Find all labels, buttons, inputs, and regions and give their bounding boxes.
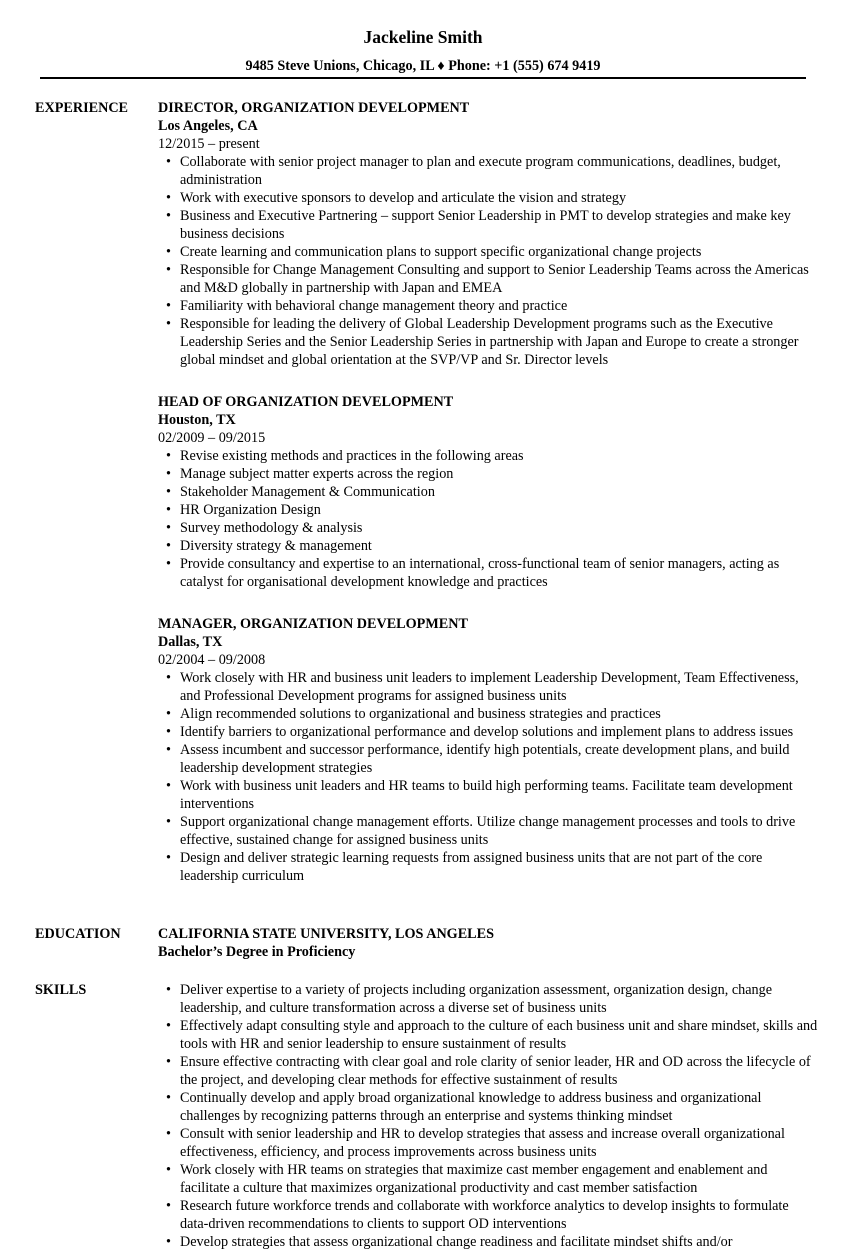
job-bullet: • Create learning and communication plans to support specific organizational change projects xyxy=(158,243,818,261)
job-entry xyxy=(158,393,818,591)
job-bullet: • Business and Executive Partnering – support Senior Leadership in PMT to develop strategies and make key business decisions xyxy=(158,207,818,243)
job-bullet: • Collaborate with senior project manager to plan and execute program communications, deadlines, budget, administration xyxy=(158,153,818,189)
job-bullet-list xyxy=(158,153,818,369)
job-bullet: • Provide consultancy and expertise to an international, cross-functional team of senior managers, acting as catalyst for organisational development knowledge and practices xyxy=(158,555,818,591)
header-divider xyxy=(40,77,806,79)
job-location: Dallas, TX xyxy=(158,634,223,650)
job-dates: 02/2004 – 09/2008 xyxy=(158,652,266,668)
job-location: Los Angeles, CA xyxy=(158,118,258,134)
job-title: HEAD OF ORGANIZATION DEVELOPMENT xyxy=(158,394,454,410)
job-bullet: • Stakeholder Management & Communication xyxy=(158,483,818,501)
job-bullet-list xyxy=(158,669,818,885)
job-bullet: • Assess incumbent and successor performance, identify high potentials, create development plans, and build leadership development strategies xyxy=(158,741,818,777)
resume-header xyxy=(40,26,806,75)
job-bullet: • Work with executive sponsors to develop and articulate the vision and strategy xyxy=(158,189,818,207)
job-bullet: • HR Organization Design xyxy=(158,501,818,519)
job-bullet: • Manage subject matter experts across the region xyxy=(158,465,818,483)
education-heading: EDUCATION xyxy=(35,926,121,942)
skill-bullet: • Continually develop and apply broad organizational knowledge to address business and organizational challenges by recognizing patterns through an enterprise and systems thinking mindset xyxy=(158,1089,818,1125)
job-dates: 12/2015 – present xyxy=(158,136,260,152)
contact-line: 9485 Steve Unions, Chicago, IL ♦ Phone: +1 (555) 674 9419 xyxy=(245,58,601,74)
skill-bullet: • Develop strategies that assess organizational change readiness and facilitate mindset shifts and/or xyxy=(158,1233,818,1251)
job-bullet: • Revise existing methods and practices in the following areas xyxy=(158,447,818,465)
skill-bullet: • Ensure effective contracting with clear goal and role clarity of senior leader, HR and OD across the lifecycle of the project, and developing clear methods for effective sustainment of results xyxy=(158,1053,818,1089)
skills-body xyxy=(158,981,818,1251)
education-body xyxy=(158,925,818,961)
skills-heading: SKILLS xyxy=(35,982,87,998)
job-entry xyxy=(158,99,818,369)
job-bullet: • Work closely with HR and business unit leaders to implement Leadership Development, Team Effectiveness, and Professional Development programs for assigned business units xyxy=(158,669,818,705)
job-dates: 02/2009 – 09/2015 xyxy=(158,430,266,446)
job-bullet: • Support organizational change management efforts. Utilize change management processes and tools to drive effective, sustained change for assigned business units xyxy=(158,813,818,849)
job-title: MANAGER, ORGANIZATION DEVELOPMENT xyxy=(158,616,468,632)
job-bullet-list xyxy=(158,447,818,591)
job-bullet: • Familiarity with behavioral change management theory and practice xyxy=(158,297,818,315)
degree: Bachelor’s Degree in Proficiency xyxy=(158,944,356,960)
job-bullet: • Work with business unit leaders and HR teams to build high performing teams. Facilitate team development interventions xyxy=(158,777,818,813)
experience-heading: EXPERIENCE xyxy=(35,100,129,116)
job-bullet: • Identify barriers to organizational performance and develop solutions and implement plans to address issues xyxy=(158,723,818,741)
skill-bullet: • Deliver expertise to a variety of projects including organization assessment, organization design, change leadership, and culture transformation across a diverse set of business units xyxy=(158,981,818,1017)
job-title: DIRECTOR, ORGANIZATION DEVELOPMENT xyxy=(158,100,470,116)
job-entry xyxy=(158,615,818,885)
skill-bullet: • Research future workforce trends and collaborate with workforce analytics to develop insights to formulate data-driven recommendations to clients to support OD interventions xyxy=(158,1197,818,1233)
job-bullet: • Survey methodology & analysis xyxy=(158,519,818,537)
skill-bullet: • Effectively adapt consulting style and approach to the culture of each business unit and share mindset, skills and tools with HR and senior leadership to ensure sustainment of results xyxy=(158,1017,818,1053)
job-location: Houston, TX xyxy=(158,412,236,428)
skill-bullet: • Consult with senior leadership and HR to develop strategies that assess and increase overall organizational effectiveness, efficiency, and process improvements across business units xyxy=(158,1125,818,1161)
job-bullet: • Diversity strategy & management xyxy=(158,537,818,555)
skills-bullet-list xyxy=(158,981,818,1251)
job-bullet: • Design and deliver strategic learning requests from assigned business units that are not part of the core leadership curriculum xyxy=(158,849,818,885)
job-bullet: • Responsible for Change Management Consulting and support to Senior Leadership Teams across the Americas and M&D globally in partnership with Japan and EMEA xyxy=(158,261,818,297)
candidate-name: Jackeline Smith xyxy=(363,27,483,47)
school-name: CALIFORNIA STATE UNIVERSITY, LOS ANGELES xyxy=(158,926,494,942)
experience-body xyxy=(158,99,818,909)
job-bullet: • Responsible for leading the delivery of Global Leadership Development programs such as the Executive Leadership Series and the Senior Leadership Series in partnership with Japan and Europe to create a stronger global mindset and global orientation at the SVP/VP and Sr. Director levels xyxy=(158,315,818,369)
job-bullet: • Align recommended solutions to organizational and business strategies and practices xyxy=(158,705,818,723)
skill-bullet: • Work closely with HR teams on strategies that maximize cast member engagement and enablement and facilitate a culture that maximizes organizational productivity and cast member satisfaction xyxy=(158,1161,818,1197)
